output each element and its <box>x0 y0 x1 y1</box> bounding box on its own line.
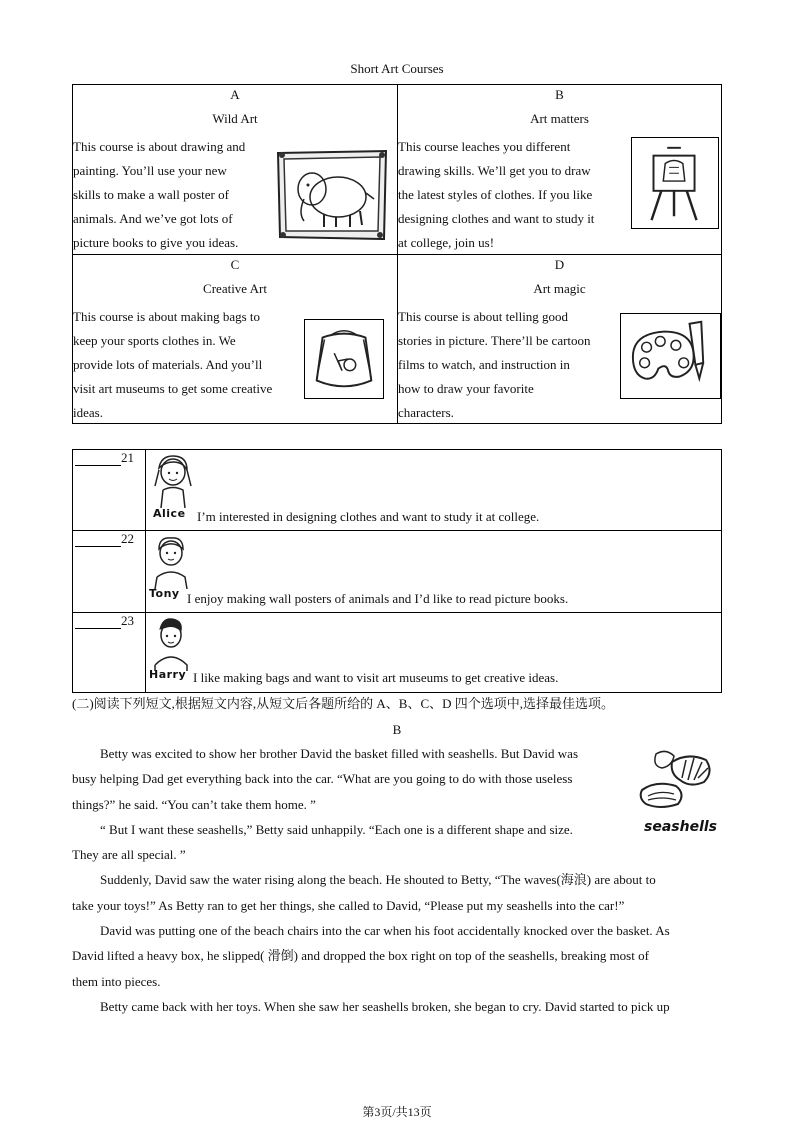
passage-line: Betty came back with her toys. When she saw her seashells broken, she began to cry. David started to pick up <box>100 998 670 1014</box>
course-description <box>398 135 620 255</box>
boy-avatar-icon <box>149 533 197 589</box>
desc-line: skills to make a wall poster of <box>73 187 229 202</box>
answer-blank[interactable] <box>75 451 121 466</box>
person-name: Tony <box>149 587 180 600</box>
answer-cell <box>73 531 146 612</box>
desc-line: ideas. <box>73 405 103 420</box>
matching-row <box>73 613 721 692</box>
matching-row <box>73 531 721 613</box>
passage-line: Betty was excited to show her brother David the basket filled with seashells. But David was <box>100 746 579 761</box>
desc-line: how to draw your favorite <box>398 381 534 396</box>
course-description <box>398 305 620 425</box>
person-statement: I enjoy making wall posters of animals and I’d like to read picture books. <box>187 591 569 606</box>
desc-line: visit art museums to get some creative <box>73 381 273 396</box>
desc-line: drawing skills. We’ll get you to draw <box>398 163 591 178</box>
person-statement: I’m interested in designing clothes and want to study it at college. <box>197 509 540 524</box>
passage-line: David was putting one of the beach chairs into the car when his foot accidentally knocked over the basket. As <box>100 923 670 939</box>
course-cell-d <box>398 255 721 423</box>
desc-line: at college, join us! <box>398 235 495 250</box>
course-name: Creative Art <box>203 281 267 296</box>
course-letter: D <box>554 257 565 272</box>
page-footer: 第3页/共13页 <box>362 1105 432 1119</box>
desc-line: stories in picture. There’ll be cartoon <box>398 333 591 348</box>
course-description <box>73 135 269 255</box>
passage-label: B <box>392 722 402 737</box>
course-cell-a <box>73 85 398 255</box>
course-cell-b <box>398 85 721 255</box>
passage-line: them into pieces. <box>72 973 161 989</box>
question-number: 22 <box>121 531 134 546</box>
desc-line: painting. You’ll use your new <box>73 163 227 178</box>
course-name: Art matters <box>530 111 589 126</box>
answer-cell <box>73 613 146 692</box>
passage-line: things?” he said. “You can’t take them home. ” <box>72 796 316 812</box>
seashell-caption: seashells <box>644 819 718 835</box>
courses-title: Short Art Courses <box>350 61 444 76</box>
boy-avatar-icon <box>149 615 197 671</box>
person-name: Harry <box>149 668 187 681</box>
answer-cell <box>73 450 146 530</box>
course-cell-c <box>73 255 398 423</box>
elephant-poster-icon <box>274 147 390 243</box>
desc-line: provide lots of materials. And you’ll <box>73 357 263 372</box>
question-number: 21 <box>121 450 134 465</box>
desc-line: characters. <box>398 405 454 420</box>
matching-row <box>73 450 721 531</box>
course-name: Art magic <box>533 281 586 296</box>
passage-line: They are all special. ” <box>72 847 186 863</box>
course-name: Wild Art <box>212 111 258 126</box>
drawstring-bag-icon <box>304 319 384 399</box>
desc-line: This course leaches you different <box>398 139 571 154</box>
desc-line: films to watch, and instruction in <box>398 357 570 372</box>
passage-line: busy helping Dad get everything back into the car. “What are you going to do with those useless <box>72 771 573 787</box>
desc-line: designing clothes and want to study it <box>398 211 595 226</box>
easel-icon <box>631 137 719 229</box>
desc-line: This course is about making bags to <box>73 309 261 324</box>
course-description <box>73 305 295 425</box>
passage-line: David lifted a heavy box, he slipped( 滑倒) and dropped the box right on top of the seashells, breaking most of <box>72 948 649 964</box>
passage-line: Suddenly, David saw the water rising along the beach. He shouted to Betty, “The waves(海浪) are about to <box>100 872 656 888</box>
matching-table <box>72 449 722 693</box>
passage-line: take your toys!” As Betty ran to get her things, she called to David, “Please put my seashells into the car!” <box>72 897 625 913</box>
desc-line: This course is about drawing and <box>73 139 246 154</box>
desc-line: animals. And we’ve got lots of <box>73 211 233 226</box>
section-instruction: (二)阅读下列短文,根据短文内容,从短文后各题所给的 A、B、C、D 四个选项中,选择最佳选项。 <box>72 696 615 711</box>
seashell-icon <box>636 748 718 812</box>
question-number: 23 <box>121 613 134 628</box>
answer-blank[interactable] <box>75 614 121 629</box>
desc-line: picture books to give you ideas. <box>73 235 239 250</box>
passage-line: “ But I want these seashells,” Betty said unhappily. “Each one is a different shape and size. <box>100 821 573 837</box>
answer-blank[interactable] <box>75 532 121 547</box>
person-name: Alice <box>153 507 186 520</box>
desc-line: the latest styles of clothes. If you like <box>398 187 593 202</box>
paint-palette-icon <box>620 313 721 399</box>
desc-line: keep your sports clothes in. We <box>73 333 236 348</box>
course-letter: B <box>555 87 564 102</box>
course-letter: A <box>230 87 240 102</box>
courses-table <box>72 84 722 424</box>
reading-passage <box>72 741 722 1019</box>
person-statement: I like making bags and want to visit art museums to get creative ideas. <box>193 670 559 685</box>
desc-line: This course is about telling good <box>398 309 569 324</box>
course-letter: C <box>230 257 240 272</box>
girl-avatar-icon <box>149 452 197 508</box>
